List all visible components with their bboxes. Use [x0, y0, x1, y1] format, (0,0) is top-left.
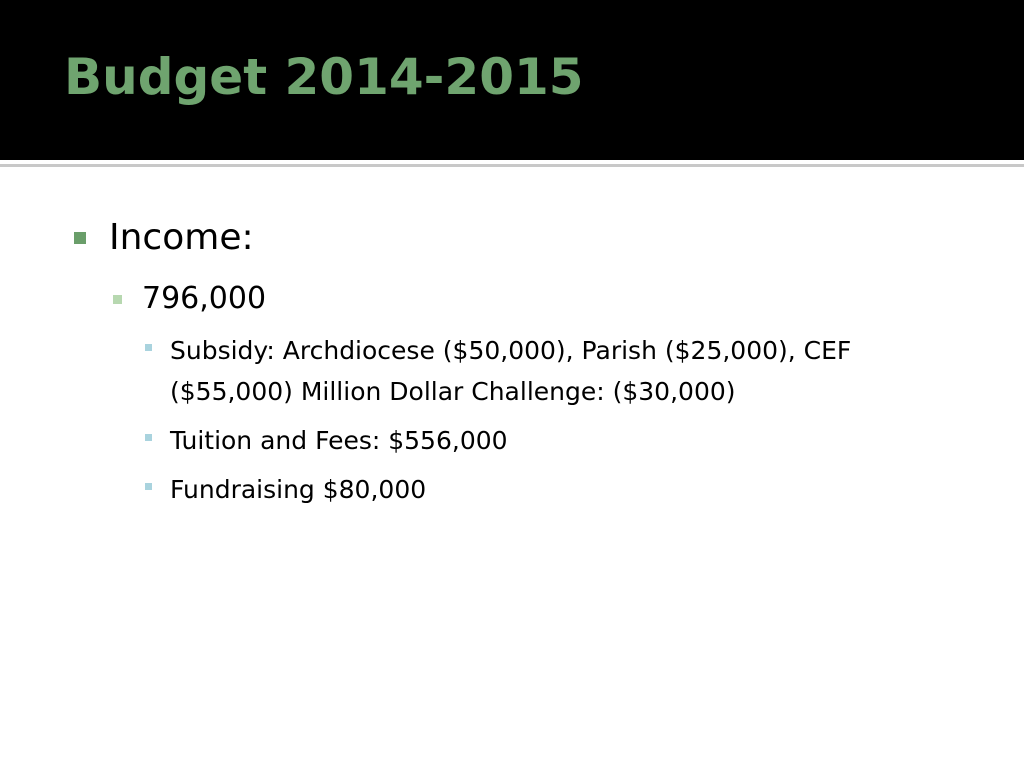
- subsidy-line: Subsidy: Archdiocese ($50,000), Parish ($25,000), CEF ($55,000) Million Dollar Challenge: ($30,000): [170, 336, 852, 406]
- bullet-level3-item: [145, 469, 930, 510]
- slide-title: Budget 2014-2015: [64, 48, 584, 106]
- bullet-marker-icon: [113, 295, 122, 304]
- bullet-marker-icon: [74, 232, 86, 244]
- bullet-level1-item: [74, 218, 254, 258]
- bullet-marker-icon: [145, 483, 152, 490]
- income-total: 796,000: [142, 281, 267, 316]
- title-divider-shadow: [0, 164, 1024, 167]
- bullet-marker-icon: [145, 434, 152, 441]
- bullet-level2-item: [113, 281, 266, 317]
- income-label: Income:: [109, 217, 254, 258]
- title-bar: [0, 0, 1024, 160]
- tuition-line: Tuition and Fees: $556,000: [170, 426, 508, 455]
- bullet-level3-item: [145, 330, 930, 412]
- fundraising-line: Fundraising $80,000: [170, 475, 427, 504]
- bullet-level3-item: [145, 420, 930, 461]
- bullet-marker-icon: [145, 344, 152, 351]
